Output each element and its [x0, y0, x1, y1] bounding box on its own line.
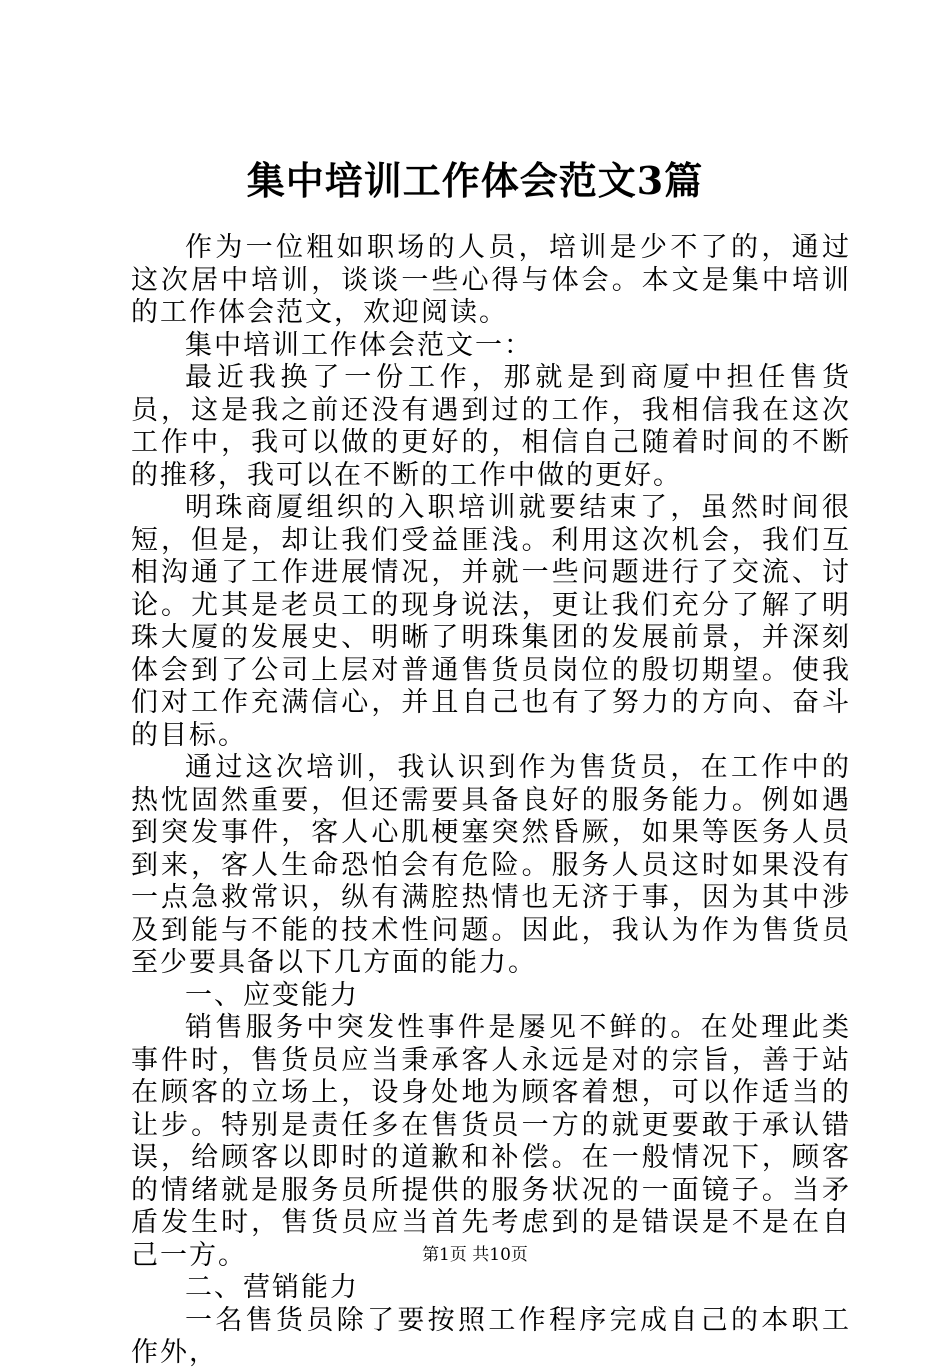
page-number-footer: 第1页 共10页: [422, 1245, 528, 1265]
paragraph: 明珠商厦组织的入职培训就要结束了，虽然时间很短，但是，却让我们受益匪浅。利用这次机会，我们互相沟通了工作进展情况，并就一些问题进行了交流、讨论。尤其是老员工的现身说法，更让我们充分了解了明珠大厦的发展史、明晰了明珠集团的发展前景，并深刻体会到了公司上层对普通售货员岗位的殷切期望。使我们对工作充满信心，并且自己也有了努力的方向、奋斗的目标。: [131, 492, 851, 751]
paragraph: 通过这次培训，我认识到作为售货员，在工作中的热忱固然重要，但还需要具备良好的服务能力。例如遇到突发事件，客人心肌梗塞突然昏厥，如果等医务人员到来，客人生命恐怕会有危险。服务人员这时如果没有一点急救常识，纵有满腔热情也无济于事，因为其中涉及到能与不能的技术性问题。因此，我认为作为售货员至少要具备以下几方面的能力。: [131, 752, 851, 978]
document-title: 集中培训工作体会范文3篇: [246, 158, 704, 203]
paragraph-heading-sample-one: 集中培训工作体会范文一：: [185, 329, 533, 361]
paragraph: 销售服务中突发性事件是屡见不鲜的。在处理此类事件时，售货员应当秉承客人永远是对的宗旨，善于站在顾客的立场上，设身处地为顾客着想，可以作适当的让步。特别是责任多在售货员一方的就更要敢于承认错误，给顾客以即时的道歉和补偿。在一般情况下，顾客的情绪就是服务员所提供的服务状况的一面镜子。当矛盾发生时，售货员应当首先考虑到的是错误是不是在自己一方。: [131, 1012, 851, 1271]
section-heading-marketing: 二、营销能力: [185, 1272, 359, 1303]
paragraph-intro: 作为一位粗如职场的人员，培训是少不了的，通过这次居中培训，谈谈一些心得与体会。本文是集中培训的工作体会范文，欢迎阅读。: [131, 232, 851, 328]
document-body: [131, 232, 851, 1370]
paragraph: 最近我换了一份工作，那就是到商厦中担任售货员，这是我之前还没有遇到过的工作，我相信我在这次工作中，我可以做的更好的，相信自己随着时间的不断的推移，我可以在不断的工作中做的更好。: [131, 362, 851, 491]
section-heading-adaptability: 一、应变能力: [185, 979, 359, 1011]
paragraph: 一名售货员除了要按照工作程序完成自己的本职工作外，: [131, 1304, 851, 1368]
